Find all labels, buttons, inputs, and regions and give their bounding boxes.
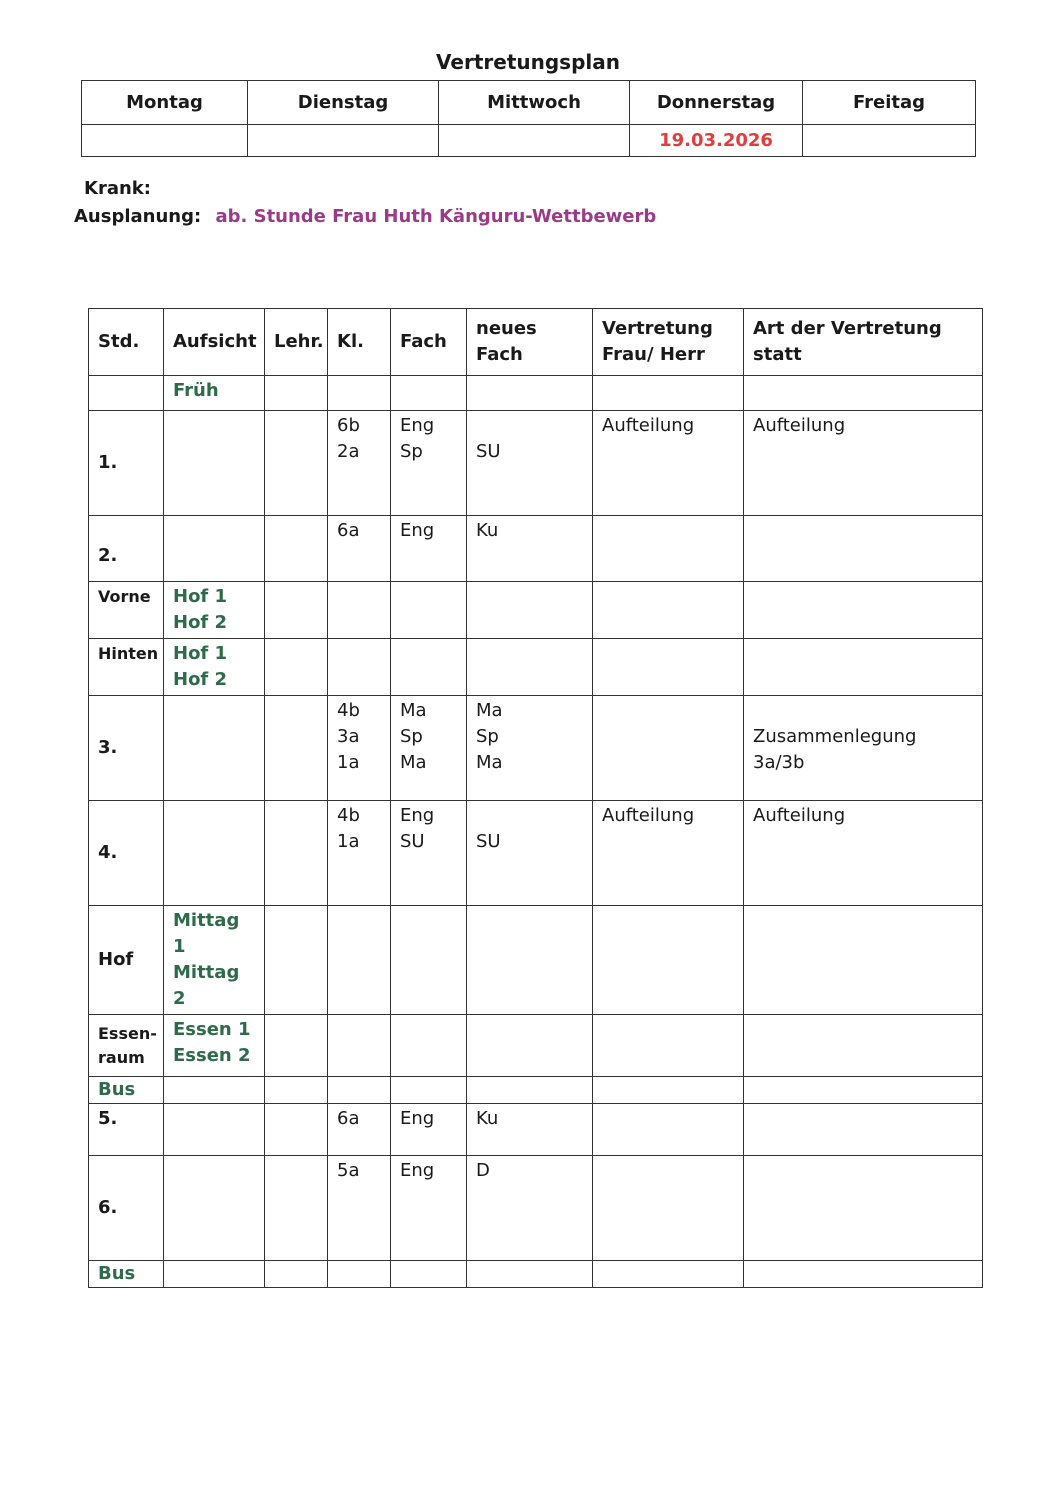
day-tuesday: Dienstag [248, 81, 439, 125]
std-1: 1. [89, 411, 164, 516]
neues-fach-2: Ku [467, 516, 593, 582]
neues-fach-6: D [467, 1156, 593, 1261]
table-row-vorne [89, 582, 983, 639]
aufsicht-essenraum: Essen 1 Essen 2 [164, 1015, 265, 1077]
ausplanung-label: Ausplanung: [74, 206, 202, 227]
table-row-4 [89, 801, 983, 906]
header-kl: Kl. [328, 309, 391, 376]
krank-label: Krank: [84, 178, 151, 199]
std-5: 5. [89, 1104, 164, 1156]
kl-3: 4b 3a 1a [328, 696, 391, 801]
std-essenraum: Essen- raum [89, 1015, 164, 1077]
std-6: 6. [89, 1156, 164, 1261]
kl-6: 5a [328, 1156, 391, 1261]
neues-fach-1: SU [467, 411, 593, 516]
fach-1: Eng Sp [391, 411, 467, 516]
day-friday: Freitag [803, 81, 976, 125]
table-row-bus-2 [89, 1261, 983, 1288]
day-wednesday: Mittwoch [439, 81, 630, 125]
ausplanung-row [74, 206, 656, 227]
aufsicht-hof: Mittag 1 Mittag 2 [164, 906, 265, 1015]
fach-3: Ma Sp Ma [391, 696, 467, 801]
header-std: Std. [89, 309, 164, 376]
table-row-5 [89, 1104, 983, 1156]
header-fach: Fach [391, 309, 467, 376]
table-row-frueh [89, 376, 983, 411]
vertretung-4: Aufteilung [593, 801, 744, 906]
table-header-row [89, 309, 983, 376]
std-bus-1: Bus [89, 1077, 164, 1104]
art-4: Aufteilung [744, 801, 983, 906]
std-2: 2. [89, 516, 164, 582]
header-art: Art der Vertretung statt [744, 309, 983, 376]
table-row-3 [89, 696, 983, 801]
std-hof: Hof [89, 906, 164, 1015]
page-title: Vertretungsplan [436, 50, 620, 74]
neues-fach-5: Ku [467, 1104, 593, 1156]
neues-fach-4: SU [467, 801, 593, 906]
day-thursday: Donnerstag [630, 81, 803, 125]
kl-1: 6b 2a [328, 411, 391, 516]
table-row-hof [89, 906, 983, 1015]
header-lehr: Lehr. [265, 309, 328, 376]
art-3: Zusammenlegung 3a/3b [744, 696, 983, 801]
date-monday [82, 125, 248, 157]
table-row-1 [89, 411, 983, 516]
std-bus-2: Bus [89, 1261, 164, 1288]
kl-4: 4b 1a [328, 801, 391, 906]
weekday-table [81, 80, 976, 157]
table-row-bus-1 [89, 1077, 983, 1104]
kl-2: 6a [328, 516, 391, 582]
table-row-essenraum [89, 1015, 983, 1077]
date-wednesday [439, 125, 630, 157]
date-friday [803, 125, 976, 157]
fach-5: Eng [391, 1104, 467, 1156]
table-row-6 [89, 1156, 983, 1261]
std-4: 4. [89, 801, 164, 906]
std-vorne: Vorne [89, 582, 164, 639]
table-row-hinten [89, 639, 983, 696]
std-hinten: Hinten [89, 639, 164, 696]
art-1: Aufteilung [744, 411, 983, 516]
header-vertretung: Vertretung Frau/ Herr [593, 309, 744, 376]
date-tuesday [248, 125, 439, 157]
aufsicht-frueh: Früh [164, 376, 265, 411]
header-aufsicht: Aufsicht [164, 309, 265, 376]
std-3: 3. [89, 696, 164, 801]
aufsicht-hinten: Hof 1 Hof 2 [164, 639, 265, 696]
vertretung-1: Aufteilung [593, 411, 744, 516]
aufsicht-vorne: Hof 1 Hof 2 [164, 582, 265, 639]
date-thursday: 19.03.2026 [630, 125, 803, 157]
substitution-table [88, 308, 983, 1288]
ausplanung-value: ab. Stunde Frau Huth Känguru-Wettbewerb [215, 206, 657, 227]
table-row-2 [89, 516, 983, 582]
day-monday: Montag [82, 81, 248, 125]
fach-6: Eng [391, 1156, 467, 1261]
fach-2: Eng [391, 516, 467, 582]
header-neues-fach: neues Fach [467, 309, 593, 376]
neues-fach-3: Ma Sp Ma [467, 696, 593, 801]
kl-5: 6a [328, 1104, 391, 1156]
fach-4: Eng SU [391, 801, 467, 906]
